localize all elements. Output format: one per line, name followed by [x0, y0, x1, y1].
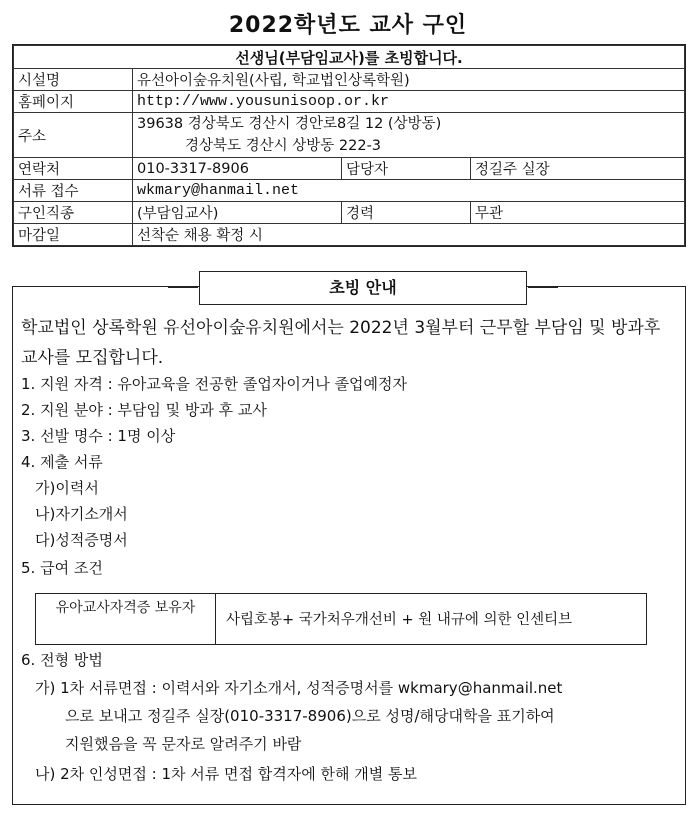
submit-label: 서류 접수 [14, 180, 133, 202]
address-line1: 39638 경상북도 경산시 경안로8길 12 (상방동) [137, 116, 442, 132]
facility-value: 유선아이숲유치원(사립, 학교법인상록학원) [133, 69, 685, 91]
facility-label: 시설명 [14, 69, 133, 91]
address-label: 주소 [14, 113, 133, 158]
career-value: 무관 [471, 202, 685, 224]
pay-qualification: 유아교사자격증 보유자 [36, 594, 216, 644]
info-table [12, 44, 686, 247]
pay-terms: 사립호봉+ 국가처우개선비 + 원 내규에 의한 인센티브 [226, 612, 573, 628]
homepage-link[interactable]: http://www.yousunisoop.or.kr [133, 91, 685, 113]
guide-title: 초빙 안내 [199, 271, 527, 305]
submit-email[interactable]: wkmary@hanmail.net [133, 180, 685, 202]
manager-value: 정길주 실장 [471, 158, 685, 180]
career-label: 경력 [342, 202, 471, 224]
deadline-label: 마감일 [14, 224, 133, 246]
step1-line2: 으로 보내고 정길주 실장(010-3317-8906)으로 성명/해당대학을 표기하여 [65, 707, 555, 725]
step1-line1: 가) 1차 서류면접 : 이력서와 자기소개서, 성적증명서를 wkmary@hanmail.net [35, 679, 563, 697]
item-documents: 4. 제출 서류 [21, 453, 103, 471]
selection-heading: 6. 전형 방법 [21, 651, 103, 669]
manager-label: 담당자 [342, 158, 471, 180]
pay-table [35, 593, 647, 645]
step1-line3: 지원했음을 꼭 문자로 알려주기 바람 [65, 735, 302, 753]
deadline-value: 선착순 채용 확정 시 [133, 224, 685, 246]
contact-value: 010-3317-8906 [133, 158, 342, 180]
document-transcript: 다)성적증명서 [35, 531, 128, 549]
page-title: 2022학년도 교사 구인 [228, 13, 468, 38]
guide-box [12, 278, 686, 805]
homepage-label: 홈페이지 [14, 91, 133, 113]
position-value: (부담임교사) [133, 202, 342, 224]
item-headcount: 3. 선발 명수 : 1명 이상 [21, 427, 176, 445]
item-qualification: 1. 지원 자격 : 유아교육을 전공한 졸업자이거나 졸업예정자 [21, 375, 408, 393]
info-heading: 선생님(부담임교사)를 초빙합니다. [14, 46, 685, 69]
item-field: 2. 지원 분야 : 부담임 및 방과 후 교사 [21, 401, 267, 419]
position-label: 구인직종 [14, 202, 133, 224]
address-line2: 경상북도 경산시 상방동 222-3 [185, 138, 382, 154]
step2: 나) 2차 인성면접 : 1차 서류 면접 합격자에 한해 개별 통보 [35, 765, 417, 783]
contact-label: 연락처 [14, 158, 133, 180]
guide-intro: 학교법인 상록학원 유선아이숲유치원에서는 2022년 3월부터 근무할 부담임 및 방과후 교사를 모집합니다. [21, 318, 661, 368]
pay-heading: 5. 급여 조건 [21, 559, 103, 577]
document-resume: 가)이력서 [35, 479, 99, 497]
document-self-intro: 나)자기소개서 [35, 505, 128, 523]
